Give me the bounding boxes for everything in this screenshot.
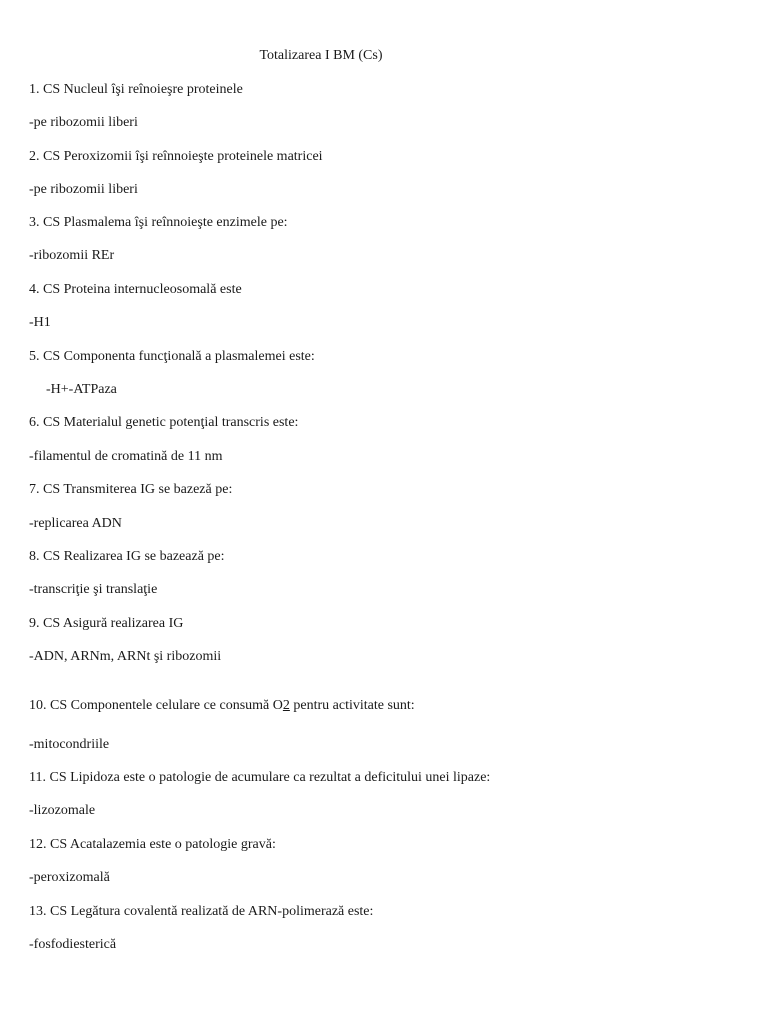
answer-3: -ribozomii REr — [29, 248, 115, 263]
question-10-suffix: pentru activitate sunt: — [289, 698, 415, 713]
question-10-prefix: 10. CS Componentele celulare ce consumă O — [29, 698, 283, 713]
question-8: 8. CS Realizarea IG se bazează pe: — [29, 549, 225, 564]
question-10-subscript: 2 — [282, 698, 290, 713]
answer-2: -pe ribozomii liberi — [29, 182, 138, 197]
answer-1: -pe ribozomii liberi — [29, 115, 138, 130]
question-7: 7. CS Transmiterea IG se bazeză pe: — [29, 482, 233, 497]
answer-10: -mitocondriile — [29, 737, 110, 752]
answer-4: -H1 — [29, 315, 51, 330]
document-title: Totalizarea I BM (Cs) — [259, 48, 383, 63]
question-4: 4. CS Proteina internucleosomală este — [29, 282, 242, 297]
question-9: 9. CS Asigură realizarea IG — [29, 616, 184, 631]
question-1: 1. CS Nucleul îşi reînoieşre proteinele — [29, 82, 243, 97]
question-11: 11. CS Lipidoza este o patologie de acumulare ca rezultat a deficitului unei lipaze: — [29, 770, 491, 785]
answer-11: -lizozomale — [29, 803, 96, 818]
answer-12: -peroxizomală — [29, 870, 110, 885]
question-5: 5. CS Componenta funcţională a plasmalemei este: — [29, 349, 315, 364]
question-13: 13. CS Legătura covalentă realizată de ARN-polimerază este: — [29, 904, 374, 919]
answer-9: -ADN, ARNm, ARNt şi ribozomii — [29, 649, 222, 664]
answer-5: -H+-ATPaza — [46, 382, 117, 397]
question-3: 3. CS Plasmalema îşi reînnoieşte enzimele pe: — [29, 215, 288, 230]
answer-13: -fosfodiesterică — [29, 937, 117, 952]
answer-8: -transcriţie şi translaţie — [29, 582, 158, 597]
question-2: 2. CS Peroxizomii îşi reînnoieşte proteinele matricei — [29, 149, 323, 164]
answer-7: -replicarea ADN — [29, 516, 122, 531]
question-12: 12. CS Acatalazemia este o patologie gravă: — [29, 837, 276, 852]
answer-6: -filamentul de cromatină de 11 nm — [29, 449, 223, 464]
question-10 — [29, 696, 415, 716]
question-6: 6. CS Materialul genetic potenţial transcris este: — [29, 415, 299, 430]
